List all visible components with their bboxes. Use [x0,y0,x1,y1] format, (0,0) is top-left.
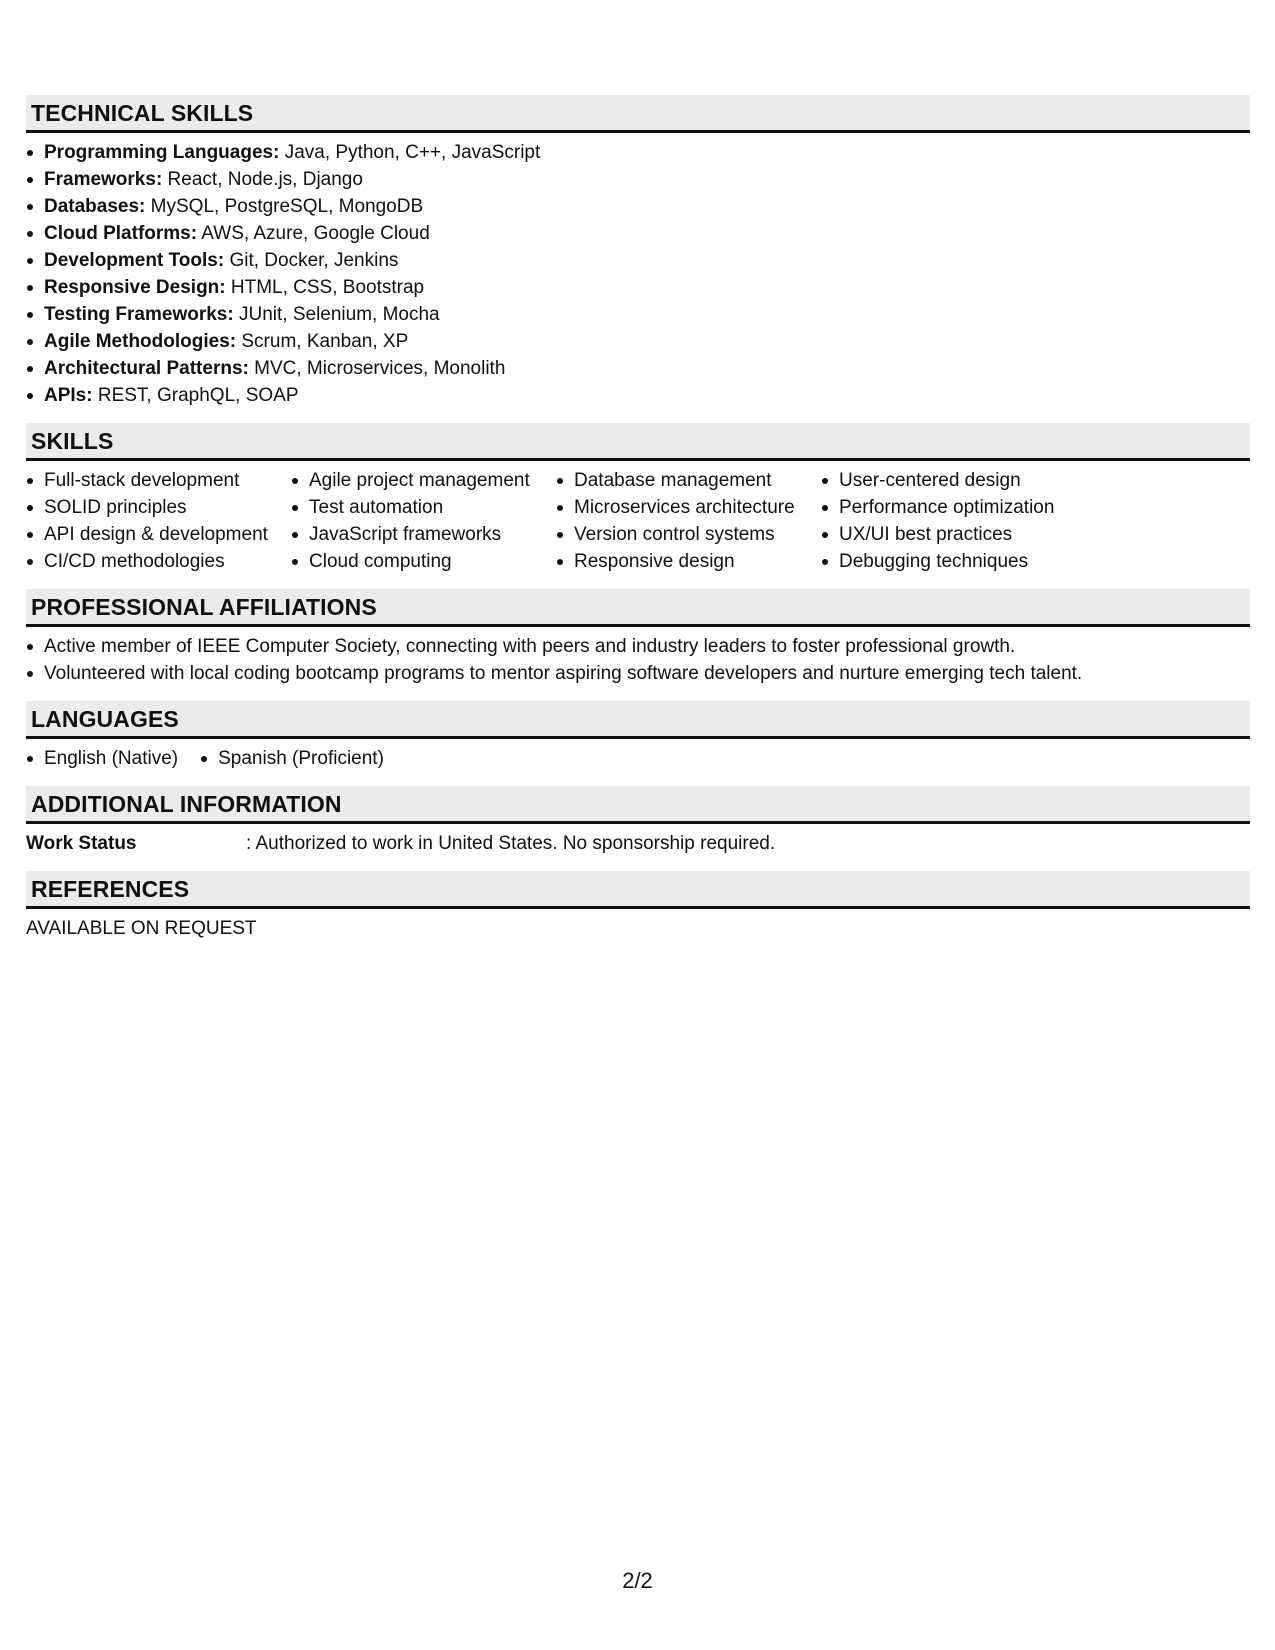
skill-values: JUnit, Selenium, Mocha [233,304,440,325]
references-section [26,871,1250,942]
list-item [26,355,1250,382]
skill-values: HTML, CSS, Bootstrap [225,277,425,298]
skills-column [556,467,821,575]
languages-section [26,701,1250,772]
section-heading: PROFESSIONAL AFFILIATIONS [26,589,1250,627]
section-heading: ADDITIONAL INFORMATION [26,786,1250,824]
work-status-label: Work Status [26,833,137,854]
skills-column [291,467,556,575]
list-item: English (Native) [26,745,178,772]
list-item: UX/UI best practices [821,521,1086,548]
list-item: Debugging techniques [821,548,1086,575]
page-number: 2/2 [622,1568,653,1593]
skill-category: Testing Frameworks: [44,304,234,325]
list-item [26,220,1250,247]
list-item: Active member of IEEE Computer Society, connecting with peers and industry leaders to foster professional growth. [26,633,1250,660]
list-item: Spanish (Proficient) [200,745,384,772]
list-item: Test automation [291,494,556,521]
skill-category: Cloud Platforms: [44,223,198,244]
resume-page [26,95,1250,956]
skills-column [821,467,1086,575]
list-item: Version control systems [556,521,821,548]
skill-values: React, Node.js, Django [162,169,363,190]
list-item: Responsive design [556,548,821,575]
list-item: SOLID principles [26,494,291,521]
list-item [26,328,1250,355]
list-item [26,166,1250,193]
section-heading: REFERENCES [26,871,1250,909]
section-heading: LANGUAGES [26,701,1250,739]
languages-list [26,745,1250,772]
references-text: AVAILABLE ON REQUEST [26,918,257,939]
skill-category: Development Tools: [44,250,225,271]
affiliations-section [26,589,1250,687]
list-item: Performance optimization [821,494,1086,521]
additional-info-section [26,786,1250,857]
section-heading: SKILLS [26,423,1250,461]
skill-values: MySQL, PostgreSQL, MongoDB [145,196,424,217]
technical-skills-section [26,95,1250,409]
list-item [26,274,1250,301]
list-item: CI/CD methodologies [26,548,291,575]
work-status-row [26,830,1250,857]
skill-category: Architectural Patterns: [44,358,249,379]
skill-values: REST, GraphQL, SOAP [92,385,299,406]
list-item: Database management [556,467,821,494]
list-item [26,247,1250,274]
list-item: Cloud computing [291,548,556,575]
list-item: Microservices architecture [556,494,821,521]
skill-values: Scrum, Kanban, XP [236,331,409,352]
skills-grid [26,467,1250,575]
technical-skills-list [26,139,1250,409]
skills-column [26,467,291,575]
list-item: Agile project management [291,467,556,494]
list-item: Full-stack development [26,467,291,494]
skill-values: AWS, Azure, Google Cloud [197,223,430,244]
section-heading: TECHNICAL SKILLS [26,95,1250,133]
affiliations-list [26,633,1250,687]
list-item [26,382,1250,409]
skill-values: Git, Docker, Jenkins [224,250,399,271]
skill-values: MVC, Microservices, Monolith [248,358,506,379]
list-item [26,193,1250,220]
list-item [26,139,1250,166]
skill-values: Java, Python, C++, JavaScript [279,142,541,163]
skill-category: Responsive Design: [44,277,226,298]
skill-category: Programming Languages: [44,142,280,163]
skills-section [26,423,1250,575]
list-item: API design & development [26,521,291,548]
list-item: User-centered design [821,467,1086,494]
list-item [26,301,1250,328]
list-item: Volunteered with local coding bootcamp programs to mentor aspiring software developers and nurture emerging tech talent. [26,660,1250,687]
skill-category: Databases: [44,196,146,217]
work-status-value: : Authorized to work in United States. No sponsorship required. [246,833,776,854]
list-item: JavaScript frameworks [291,521,556,548]
skill-category: APIs: [44,385,93,406]
skill-category: Frameworks: [44,169,163,190]
skill-category: Agile Methodologies: [44,331,237,352]
